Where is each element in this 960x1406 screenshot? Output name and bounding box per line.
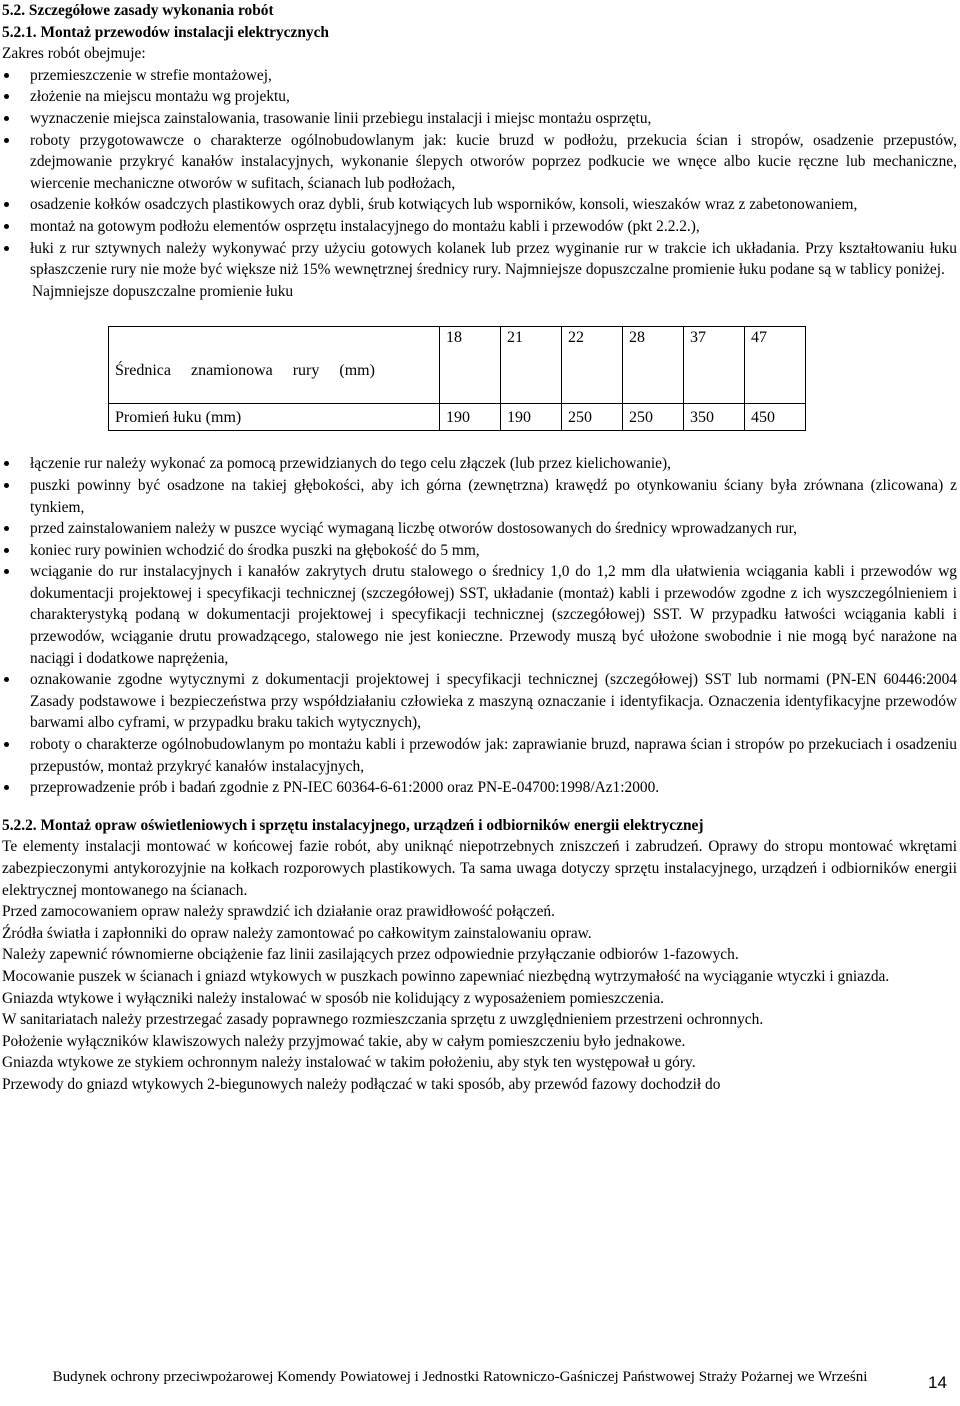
table-row — [109, 327, 806, 404]
list-item: łączenie rur należy wykonać za pomocą przewidzianych do tego celu złączek (lub przez kielichowanie), — [2, 453, 957, 475]
table-cell: 37 — [684, 327, 745, 404]
table-cell-radius-label: Promień łuku (mm) — [109, 404, 440, 431]
table-cell: 47 — [745, 327, 806, 404]
table-cell: 28 — [623, 327, 684, 404]
scope-list — [2, 65, 957, 281]
paragraph: Gniazda wtykowe ze stykiem ochronnym należy instalować w takim położeniu, aby styk ten występował u góry. — [2, 1054, 696, 1072]
paragraph: Gniazda wtykowe i wyłączniki należy instalować w sposób nie kolidujący z wyposażeniem pomieszczenia. — [2, 989, 665, 1007]
page-footer: Budynek ochrony przeciwpożarowej Komendy Powiatowej i Jednostki Ratowniczo-Gaśniczej Państwowej Straży Pożarnej we Wrześni — [52, 1369, 868, 1385]
paragraph: Należy zapewnić równomierne obciążenie faz linii zasilających przez odpowiednie przyłączanie odbiorów 1-fazowych. — [2, 946, 739, 964]
paragraph: Położenie wyłączników klawiszowych należy przyjmować takie, aby w całym pomieszczeniu było jednakowe. — [2, 1032, 686, 1050]
table-cell: 250 — [562, 404, 623, 431]
list-item: przeprowadzenie prób i badań zgodnie z PN-IEC 60364-6-61:2000 oraz PN-E-04700:1998/Az1:2000. — [2, 777, 957, 799]
list-item: roboty o charakterze ogólnobudowlanym po montażu kabli i przewodów jak: zaprawianie bruzd, naprawa ścian i stropów po przekuciach i osadzeniu przepustów, montaż przykryć kanałów instalacyjnych, — [2, 734, 957, 777]
list-item: wciąganie do rur instalacyjnych i kanałów zakrytych drutu stalowego o średnicy 1,0 do 1,2 mm dla ułatwienia wciągania kabli i przewodów wg dokumentacji projektowej i specyfikacji technicznej (szczegółowej) SST, układanie (montaż) kabli i przewodów zgodne z ich wyszczególnieniem i charakterystyką podaną w dokumentacji projektowej i specyfikacji technicznej (szczegółowej) SST. W przypadku łatwości wciągania kabli i przewodów, wciąganie drutu prowadzącego, stalowego nie jest konieczne. Przewody muszą być ułożone swobodnie i nie mogą być narażone na naciągi i dodatkowe naprężenia, — [2, 561, 957, 669]
list-item: wyznaczenie miejsca zainstalowania, trasowanie linii przebiegu instalacji i miejsc montażu osprzętu, — [2, 108, 957, 130]
list-item: osadzenie kołków osadczych plastikowych oraz dybli, śrub kotwiących lub wsporników, konsoli, wieszaków wraz z zabetonowaniem, — [2, 194, 957, 216]
table-cell: 350 — [684, 404, 745, 431]
heading-section-5-2: 5.2. Szczegółowe zasady wykonania robót — [2, 2, 274, 19]
table-row — [109, 404, 806, 431]
table-caption: Najmniejsze dopuszczalne promienie łuku — [32, 282, 294, 300]
page-content — [2, 0, 957, 1096]
table-cell: 450 — [745, 404, 806, 431]
list-item: oznakowanie zgodne wytycznymi z dokumentacji projektowej i specyfikacji technicznej (szczegółowej) SST lub normami (PN-EN 60446:2004 Zasady podstawowe i bezpieczeństwa przy współdziałaniu człowieka z maszyną oznaczanie i identyfikacja. Oznaczenia identyfikacyjne przewodów barwami albo cyframi, w przypadku braku takich wytycznych), — [2, 669, 957, 734]
list-item: montaż na gotowym podłożu elementów osprzętu instalacyjnego do montażu kabli i przewodów (pkt 2.2.2.), — [2, 216, 957, 238]
heading-section-5-2-1: 5.2.1. Montaż przewodów instalacji elektrycznych — [2, 23, 329, 41]
page-number: 14 — [928, 1373, 947, 1392]
paragraph: Przed zamocowaniem opraw należy sprawdzić ich działanie oraz prawidłowość połączeń. — [2, 903, 555, 921]
heading-section-5-2-2: 5.2.2. Montaż opraw oświetleniowych i sprzętu instalacyjnego, urządzeń i odbiorników energii elektrycznej — [2, 816, 704, 834]
paragraph: Mocowanie puszek w ścianach i gniazd wtykowych w puszkach powinno zapewniać niezbędną wytrzymałość na wyciąganie wtyczki i gniazda. — [2, 967, 890, 985]
list-item: przemieszczenie w strefie montażowej, — [2, 65, 957, 87]
procedure-list — [2, 453, 957, 799]
paragraph: Te elementy instalacji montować w końcowej fazie robót, aby uniknąć niepotrzebnych zniszczeń i zabrudzeń. Oprawy do stropu montować wkrętami zabezpieczonymi antykorozyjnie na kołkach rozporowych plastikowych. Ta sama uwaga dotyczy sprzętu instalacyjnego, urządzeń i odbiorników energii elektrycznej montowanego na ścianach. — [2, 838, 957, 899]
table-cell: 190 — [440, 404, 501, 431]
list-item: roboty przygotowawcze o charakterze ogólnobudowlanym jak: kucie bruzd w podłożu, przekucia ścian i stropów, osadzenie przepustów, zdejmowanie przykryć kanałów instalacyjnych, wykonanie ślepych otworów poprzez podkucie we wnęce albo kucie ręczne lub mechaniczne, wiercenie mechaniczne otworów w sufitach, ścianach lub podłożach, — [2, 130, 957, 195]
list-item: puszki powinny być osadzone na takiej głębokości, aby ich górna (zewnętrzna) krawędź po otynkowaniu ściany była zrównana (zlicowana) z tynkiem, — [2, 475, 957, 518]
table-cell: 250 — [623, 404, 684, 431]
list-item: złożenie na miejscu montażu wg projektu, — [2, 86, 957, 108]
bend-radius-table — [108, 326, 806, 431]
table-cell: 21 — [501, 327, 562, 404]
table-cell: 22 — [562, 327, 623, 404]
table-cell: 190 — [501, 404, 562, 431]
table-cell-diameter-label: Średnica znamionowa rury (mm) — [109, 327, 440, 404]
paragraph: Źródła światła i zapłonniki do opraw należy zamontować po całkowitym zainstalowaniu opraw. — [2, 924, 592, 942]
list-item: koniec rury powinien wchodzić do środka puszki na głębokość do 5 mm, — [2, 540, 957, 562]
intro-text: Zakres robót obejmuje: — [2, 45, 146, 63]
table-cell: 18 — [440, 327, 501, 404]
list-item: łuki z rur sztywnych należy wykonywać przy użyciu gotowych kolanek lub przez wyginanie rur w trakcie ich układania. Przy kształtowaniu łuku spłaszczenie rury nie może być większe niż 15% wewnętrznej średnicy rury. Najmniejsze dopuszczalne promienie łuku podane są w tablicy poniżej. — [2, 238, 957, 281]
paragraph: W sanitariatach należy przestrzegać zasady poprawnego rozmieszczania sprzętu z uwzględnieniem przestrzeni ochronnych. — [2, 1011, 764, 1029]
paragraph: Przewody do gniazd wtykowych 2-biegunowych należy podłączać w taki sposób, aby przewód fazowy dochodził do — [2, 1075, 721, 1093]
section-5-2-2 — [2, 815, 957, 1096]
list-item: przed zainstalowaniem należy w puszce wyciąć wymaganą liczbę otworów dostosowanych do średnicy wprowadzanych rur, — [2, 518, 957, 540]
